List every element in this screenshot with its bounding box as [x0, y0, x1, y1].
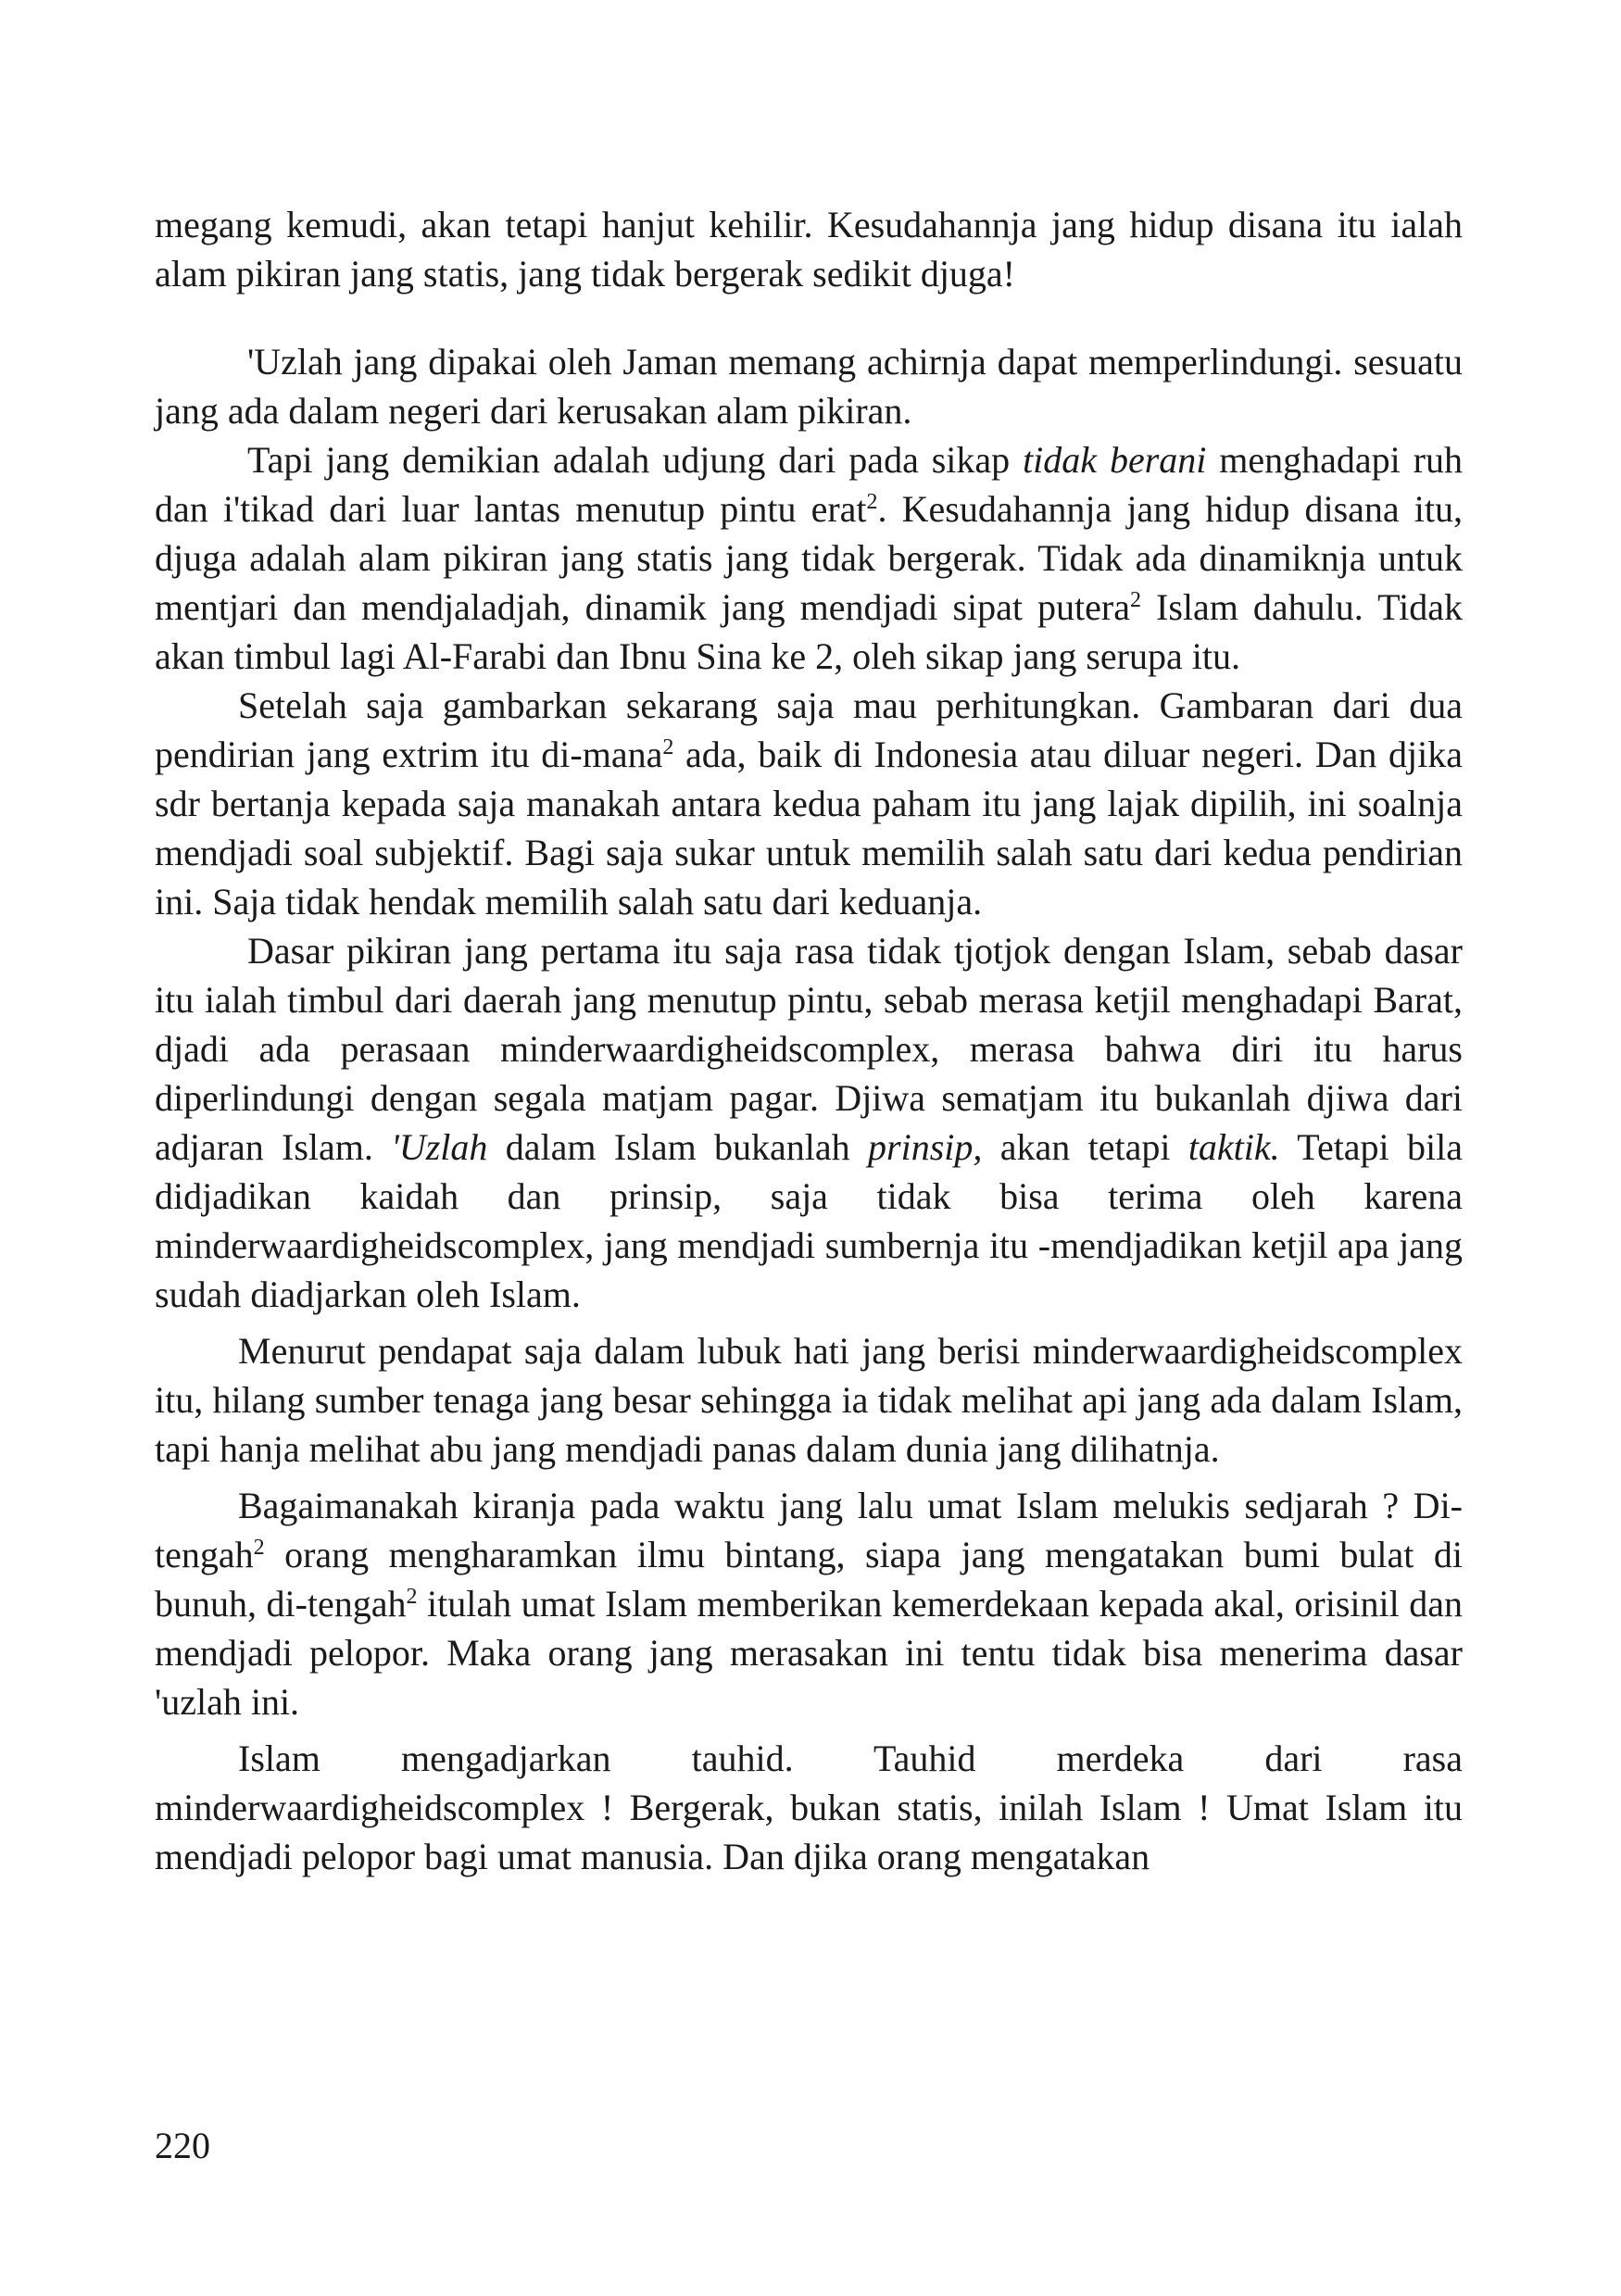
page-body	[155, 200, 1463, 1881]
paragraph-4	[155, 681, 1463, 926]
paragraph-3-text: . Kesudahannja jang hidup disana itu, djuga adalah alam pikiran jang statis jang tidak bergerak. Tidak ada dinamiknja untuk mentjari dan mendjaladjah, dinamik jang mendjadi sipat putera	[155, 488, 1463, 628]
paragraph-3-text: Islam dahulu. Tidak akan timbul lagi Al-Farabi dan Ibnu Sina ke 2, oleh sikap jang serupa itu.	[155, 586, 1463, 677]
emphasis-prinsip: prinsip,	[868, 1126, 983, 1168]
superscript-2: 2	[866, 490, 878, 514]
emphasis-uzlah: 'Uzlah	[391, 1126, 488, 1168]
paragraph-7-text: orang mengharamkan ilmu bintang, siapa jang mengatakan bumi bulat di bunuh, di-tengah	[155, 1534, 1463, 1625]
superscript-2: 2	[406, 1585, 418, 1609]
paragraph-4-text: Setelah saja gambarkan sekarang saja mau perhitungkan. Gambaran dari dua pendirian jang extrim itu di-mana	[155, 684, 1463, 775]
paragraph-5-text: Dasar pikiran jang pertama itu saja rasa tidak tjotjok dengan Islam, sebab dasar itu ialah timbul dari daerah jang menutup pintu, sebab merasa ketjil menghadapi Barat, djadi ada perasaan minderwaardigheidscomplex, merasa bahwa diri itu harus diperlindungi dengan segala matjam pagar. Djiwa sematjam itu bukanlah djiwa dari adjaran Islam.	[155, 930, 1463, 1168]
superscript-2: 2	[1130, 588, 1141, 612]
paragraph-8: Islam mengadjarkan tauhid. Tauhid merdeka dari rasa minderwaardigheidscomplex ! Bergerak, bukan statis, inilah Islam ! Umat Islam itu mendjadi pelopor bagi umat manusia. Dan djika orang mengatakan	[155, 1738, 1463, 1877]
paragraph-5	[155, 926, 1463, 1319]
paragraph-5-text: dalam Islam bukanlah	[487, 1126, 869, 1168]
paragraph-7-text: itulah umat Islam memberikan kemerdekaan kepada akal, orisinil dan mendjadi pelopor. Maka orang jang merasakan ini tentu tidak bisa menerima dasar 'uzlah ini.	[155, 1583, 1463, 1723]
emphasis-taktik: taktik.	[1187, 1126, 1280, 1168]
paragraph-6: Menurut pendapat saja dalam lubuk hati jang berisi minderwaardigheidscomplex itu, hilang sumber tenaga jang besar sehingga ia tidak melihat api jang ada dalam Islam, tapi hanja melihat abu jang mendjadi panas dalam dunia jang dilihatnja.	[155, 1330, 1463, 1470]
paragraph-7	[155, 1481, 1463, 1726]
paragraph-3	[155, 435, 1463, 681]
paragraph-1: megang kemudi, akan tetapi hanjut kehilir. Kesudahannja jang hidup disana itu ialah alam pikiran jang statis, jang tidak bergerak sedikit djuga!	[155, 204, 1463, 295]
paragraph-2: 'Uzlah jang dipakai oleh Jaman memang achirnja dapat memperlindungi. sesuatu jang ada dalam negeri dari kerusakan alam pikiran.	[155, 341, 1463, 432]
paragraph-3-text: menghadapi ruh dan i'tikad dari luar lantas menutup pintu erat	[155, 439, 1464, 530]
page-number: 220	[155, 2125, 210, 2166]
superscript-2: 2	[662, 735, 674, 759]
paragraph-5-text: akan tetapi	[982, 1126, 1188, 1168]
paragraph-3-text: Tapi jang demikian adalah udjung dari pada sikap	[247, 439, 1024, 481]
emphasis-tidak-berani: tidak berani	[1023, 439, 1207, 481]
paragraph-5-text: Tetapi bila didjadikan kaidah dan prinsip, saja tidak bisa terima oleh karena minderwaardigheidscomplex, jang mendjadi sumbernja itu -mendjadikan ketjil apa jang sudah diadjarkan oleh Islam.	[155, 1126, 1464, 1315]
paragraph-4-text: ada, baik di Indonesia atau diluar negeri. Dan djika sdr bertanja kepada saja manakah antara kedua paham itu jang lajak dipilih, ini soalnja mendjadi soal subjektif. Bagi saja sukar untuk memilih salah satu dari kedua pendirian ini. Saja tidak hendak memilih salah satu dari keduanja.	[155, 734, 1463, 922]
superscript-2: 2	[253, 1536, 265, 1560]
paragraph-7-text: Bagaimanakah kiranja pada waktu jang lalu umat Islam melukis sedjarah ? Di-tengah	[155, 1485, 1463, 1575]
